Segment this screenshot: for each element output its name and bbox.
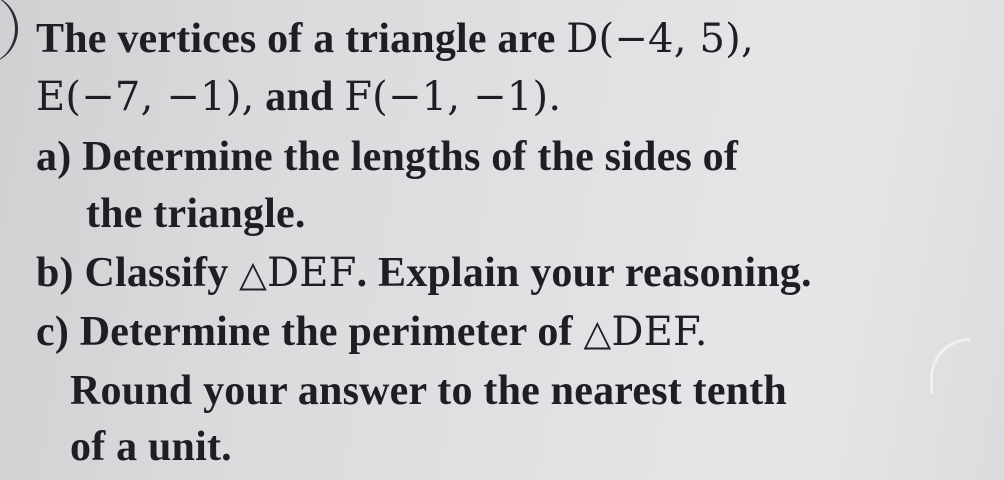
part-a-text-2: the triangle. (86, 191, 306, 237)
problem-intro: The vertices of a triangle are (36, 16, 567, 62)
page-corner-glare (930, 338, 970, 394)
part-c-post: . (694, 309, 708, 355)
part-b-label: b) (36, 250, 74, 296)
problem-statement-line-2 (36, 76, 561, 118)
and-word: and (254, 74, 345, 120)
part-c-triangle-name: DEF (611, 309, 695, 355)
part-c-text-2: Round your answer to the nearest tenth (70, 368, 787, 414)
part-c-pre: Determine the perimeter of (79, 309, 584, 355)
problem-statement-line-1 (36, 18, 754, 60)
triangle-symbol-icon: △ (239, 254, 267, 295)
part-b-line-1 (36, 252, 812, 294)
part-a-text-1: Determine the lengths of the sides of (82, 134, 739, 180)
part-a-label: a) (36, 134, 72, 180)
part-c-text-3: of a unit. (70, 424, 232, 470)
page-edge-curve (0, 0, 18, 64)
part-b-post: . Explain your reasoning. (356, 250, 812, 296)
vertex-e: E(−7, −1), (36, 74, 255, 120)
triangle-symbol-icon: △ (583, 313, 612, 354)
part-b-triangle-name: DEF (267, 250, 357, 296)
part-c-line-1 (36, 311, 708, 353)
part-a-line-1 (36, 136, 738, 178)
part-c-line-2 (70, 370, 787, 412)
vertex-f: F(−1, −1). (344, 74, 562, 120)
part-c-label: c) (36, 309, 70, 355)
part-b-pre: Classify (84, 250, 240, 296)
part-a-line-2 (86, 193, 306, 235)
part-c-line-3 (70, 426, 232, 468)
vertex-d: D(−4, 5), (566, 16, 754, 62)
